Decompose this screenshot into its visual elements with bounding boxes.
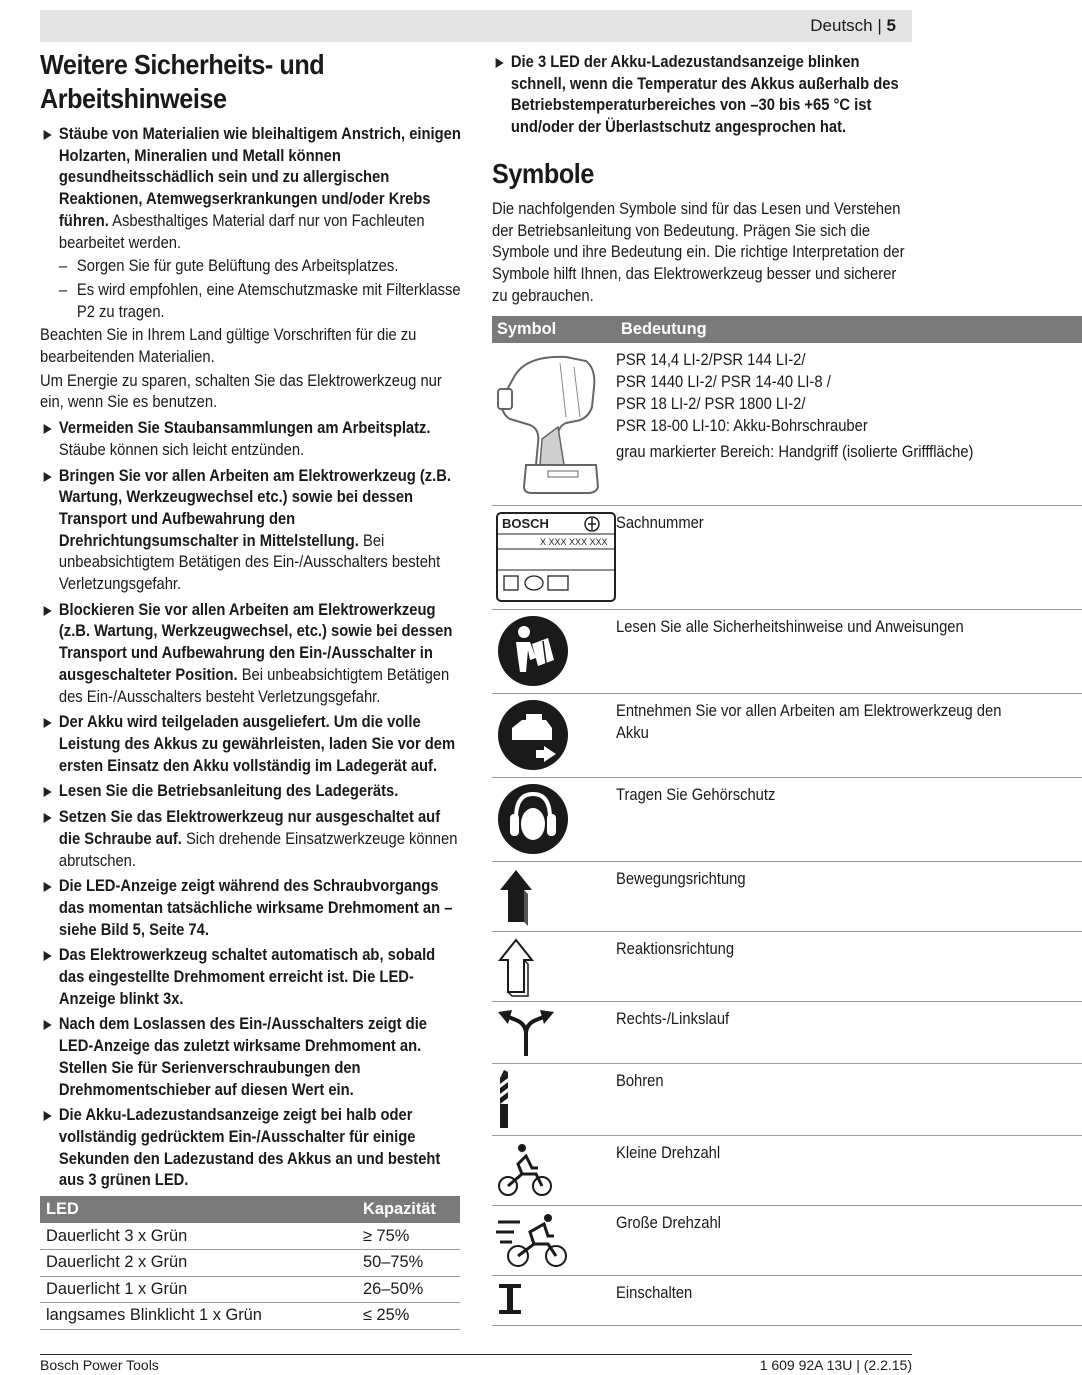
- type-plate-icon: [496, 512, 616, 604]
- heading-line-2: Arbeitshinweise: [40, 83, 227, 114]
- column-header-capacity: Kapazität: [357, 1196, 460, 1223]
- meaning-cell: [616, 777, 1082, 861]
- meaning-cell: [616, 1275, 1082, 1325]
- power-on-icon: [496, 1280, 526, 1320]
- bullet-bold: Vermeiden Sie Staubansammlungen am Arbeitsplatz.: [58, 419, 431, 438]
- cell-capacity: 26–50%: [357, 1276, 460, 1303]
- model-line: PSR 14,4 LI-2/PSR 144 LI-2/: [616, 351, 806, 369]
- table-row: [40, 1223, 460, 1250]
- table-header-row: [40, 1196, 460, 1223]
- bullet-bold: Lesen Sie die Betriebsanleitung des Ladegeräts.: [58, 782, 399, 801]
- meaning-cell: [616, 343, 1082, 505]
- bullet-text: Asbesthaltiges Material darf nur von Fachleuten bearbeitet werden.: [58, 211, 425, 252]
- symbol-cell: [492, 777, 616, 861]
- symbol-cell: [492, 505, 616, 609]
- drill-icon: [496, 347, 606, 497]
- cell-capacity: 50–75%: [357, 1250, 460, 1277]
- symbol-row-hearing-protection: [492, 777, 1082, 861]
- separator: |: [877, 16, 882, 35]
- bullet-item: [492, 52, 912, 139]
- meaning-text: Rechts-/Linkslauf: [616, 1009, 730, 1028]
- hearing-protection-icon: [496, 782, 570, 856]
- symbol-row-read-manual: [492, 609, 1082, 693]
- bullet-item: [40, 466, 461, 596]
- symbol-row-drill: [492, 343, 1082, 505]
- meaning-cell: [616, 1135, 1082, 1205]
- bullet-item: [40, 1105, 461, 1192]
- cell-capacity: ≤ 25%: [357, 1303, 460, 1330]
- right-column: [492, 48, 912, 307]
- meaning-text: Kleine Drehzahl: [616, 1143, 721, 1162]
- bullet-item: [40, 945, 461, 1010]
- meaning-text: Reaktionsrichtung: [616, 939, 735, 958]
- footer-doc-number: 1 609 92A 13U | (2.2.15): [759, 1357, 912, 1373]
- meaning-cell: [616, 861, 1082, 931]
- bullet-bold: Die LED-Anzeige zeigt während des Schraubvorgangs das momentan tatsächliche wirksame Drehmoment an – siehe Bild 5, Seite 74.: [58, 877, 453, 939]
- bullet-bold: Die 3 LED der Akku-Ladezustandsanzeige blinken schnell, wenn die Temperatur des Akkus außerhalb des Betriebstemperaturbereiches von –30 bis +65 °C ist und/oder der Überlastschutz angesprochen hat.: [510, 53, 899, 137]
- cell-led: Dauerlicht 3 x Grün: [40, 1223, 357, 1250]
- model-line: PSR 18-00 LI-10: Akku-Bohrschrauber: [616, 417, 868, 435]
- symbol-cell: [492, 693, 616, 777]
- grip-note: grau markierter Bereich: Handgriff (isolierte Grifffläche): [616, 443, 974, 461]
- bullet-text: Sich drehende Einsatzwerkzeuge können abrutschen.: [58, 829, 458, 870]
- label-brand: BOSCH: [502, 515, 549, 531]
- cell-led: langsames Blinklicht 1 x Grün: [40, 1303, 357, 1330]
- table-row: [40, 1303, 460, 1330]
- meaning-cell: [616, 693, 1082, 777]
- symbol-row-sachnummer: [492, 505, 1082, 609]
- meaning-text: Bewegungsrichtung: [616, 869, 746, 888]
- meaning-text: Einschalten: [616, 1283, 693, 1302]
- meaning-text: Tragen Sie Gehörschutz: [616, 785, 776, 804]
- bullet-item: [40, 600, 461, 709]
- bullet-bold: Das Elektrowerkzeug schaltet automatisch ab, sobald das eingestellte Drehmoment erreicht ist. Die LED-Anzeige blinkt 3x.: [58, 946, 436, 1008]
- symbol-row-reaction-direction: [492, 931, 1082, 1001]
- symbol-row-movement-direction: [492, 861, 1082, 931]
- section-heading: [40, 48, 461, 116]
- footer-brand: Bosch Power Tools: [40, 1357, 159, 1373]
- symbol-cell: [492, 1135, 616, 1205]
- table-row: [40, 1276, 460, 1303]
- meaning-cell: [616, 505, 1082, 609]
- meaning-cell: [616, 931, 1082, 1001]
- symbols-intro: Die nachfolgenden Symbole sind für das Lesen und Verstehen der Betriebsanleitung von Bedeutung. Prägen Sie sich die Symbole und ihre Bedeutung ein. Die richtige Interpretation der Symbole hilft Ihnen, das Elektrowerkzeug besser und sicherer zu gebrauchen.: [492, 199, 905, 305]
- rotation-direction-icon: [496, 1006, 556, 1058]
- bullet-bold: Bringen Sie vor allen Arbeiten am Elektrowerkzeug (z.B. Wartung, Werkzeugwechsel etc.) sowie bei dessen Transport und Aufbewahrung den Drehrichtungsumschalter in Mittelstellung.: [58, 466, 452, 550]
- meaning-text: Sachnummer: [616, 513, 704, 532]
- meaning-text: Lesen Sie alle Sicherheitshinweise und Anweisungen: [616, 617, 964, 636]
- bullet-text: Bei unbeabsichtigtem Betätigen des Ein-/Ausschalters besteht Verletzungsgefahr.: [58, 665, 450, 706]
- bullet-item: [40, 876, 461, 941]
- bullet-bold: Die Akku-Ladezustandsanzeige zeigt bei halb oder vollständig gedrücktem Ein-/Ausschalter für einige Sekunden den Ladezustand des Akkus an und besteht aus 3 grünen LED.: [58, 1106, 441, 1190]
- dash-item: – Sorgen Sie für gute Belüftung des Arbeitsplatzes.: [40, 256, 461, 278]
- language-label: Deutsch: [810, 16, 873, 35]
- symbol-cell: [492, 1063, 616, 1135]
- symbols-table: [492, 316, 1082, 1326]
- slow-cyclist-icon: [496, 1140, 556, 1200]
- paragraph: Um Energie zu sparen, schalten Sie das Elektrowerkzeug nur ein, wenn Sie es benutzen.: [40, 371, 442, 412]
- bullet-text: Bei unbeabsichtigtem Betätigen des Ein-/Ausschalters besteht Verletzungsgefahr.: [58, 531, 441, 594]
- page-header-bar: [40, 10, 912, 42]
- bullet-bold: Setzen Sie das Elektrowerkzeug nur ausgeschaltet auf die Schraube auf.: [58, 808, 441, 848]
- symbol-cell: [492, 343, 616, 505]
- dash-item: – Es wird empfohlen, eine Atemschutzmaske mit Filterklasse P2 zu tragen.: [40, 280, 461, 323]
- symbols-heading: Symbole: [492, 157, 594, 189]
- symbol-row-remove-battery: [492, 693, 1082, 777]
- bullet-text: Stäube können sich leicht entzünden.: [58, 440, 305, 459]
- symbol-row-drilling: [492, 1063, 1082, 1135]
- reaction-arrow-icon: [496, 936, 536, 996]
- heading-line-1: Weitere Sicherheits- und: [40, 49, 325, 80]
- meaning-text: Bohren: [616, 1071, 664, 1090]
- symbol-cell: [492, 1205, 616, 1275]
- model-line: PSR 1440 LI-2/ PSR 14-40 LI-8 /: [616, 373, 831, 391]
- symbol-row-low-speed: [492, 1135, 1082, 1205]
- cell-capacity: ≥ 75%: [357, 1223, 460, 1250]
- bullet-item: [40, 807, 461, 872]
- cell-led: Dauerlicht 2 x Grün: [40, 1250, 357, 1277]
- meaning-cell: [616, 1063, 1082, 1135]
- drill-bit-icon: [496, 1068, 516, 1130]
- page-footer: [40, 1354, 912, 1373]
- bullet-item: [40, 781, 461, 803]
- paragraph: Beachten Sie in Ihrem Land gültige Vorschriften für die zu bearbeitenden Materialien.: [40, 326, 417, 367]
- page-number-label: [810, 16, 896, 36]
- movement-arrow-icon: [496, 866, 536, 926]
- meaning-cell: [616, 1001, 1082, 1063]
- meaning-cell: [616, 1205, 1082, 1275]
- bullet-bold: Der Akku wird teilgeladen ausgeliefert. Um die volle Leistung des Akkus zu gewährleisten, laden Sie vor dem ersten Einsatz den Akku vollständig im Ladegerät auf.: [58, 713, 456, 775]
- bullet-bold: Stäube von Materialien wie bleihaltigem Anstrich, einigen Holzarten, Mineralien und Metall können gesundheitsschädlich sein und zu allergischen Reaktionen, Atemwegserkrankungen und/oder Krebs führen.: [58, 125, 461, 230]
- fast-cyclist-icon: [496, 1210, 572, 1270]
- table-header-row: [492, 316, 1082, 343]
- remove-battery-icon: [496, 698, 570, 772]
- column-header-meaning: Bedeutung: [616, 316, 1082, 343]
- bullet-item: [40, 124, 461, 254]
- symbol-cell: [492, 1001, 616, 1063]
- symbol-cell: [492, 861, 616, 931]
- symbol-cell: [492, 931, 616, 1001]
- label-number: X XXX XXX XXX: [540, 536, 608, 547]
- bullet-item: [40, 418, 461, 461]
- cell-led: Dauerlicht 1 x Grün: [40, 1276, 357, 1303]
- column-header-symbol: Symbol: [492, 316, 616, 343]
- symbol-row-switch-on: [492, 1275, 1082, 1325]
- bullet-item: [40, 1014, 461, 1101]
- meaning-text: Große Drehzahl: [616, 1213, 721, 1232]
- column-header-led: LED: [40, 1196, 357, 1223]
- table-row: [40, 1250, 460, 1277]
- symbol-cell: [492, 609, 616, 693]
- symbol-cell: [492, 1275, 616, 1325]
- bullet-item: [40, 712, 461, 777]
- symbol-row-high-speed: [492, 1205, 1082, 1275]
- page-number: 5: [886, 16, 896, 35]
- read-manual-icon: [496, 614, 570, 688]
- left-column: [40, 48, 461, 1192]
- meaning-text: Entnehmen Sie vor allen Arbeiten am Elektrowerkzeug den Akku: [616, 701, 1002, 742]
- meaning-cell: [616, 609, 1082, 693]
- bullet-bold: Blockieren Sie vor allen Arbeiten am Elektrowerkzeug (z.B. Wartung, Werkzeugwechsel, etc.) sowie bei dessen Transport und Aufbewahrung den Ein-/Ausschalter in ausgeschalteter Position.: [58, 600, 453, 684]
- bullet-bold: Nach dem Loslassen des Ein-/Ausschalters zeigt die LED-Anzeige das zuletzt wirksame Drehmoment an. Stellen Sie für Serienverschraubungen den Drehmomentschieber auf diesen Wert ein.: [58, 1015, 428, 1099]
- symbol-row-rotation: [492, 1001, 1082, 1063]
- led-capacity-table: [40, 1196, 460, 1330]
- model-line: PSR 18 LI-2/ PSR 1800 LI-2/: [616, 395, 806, 413]
